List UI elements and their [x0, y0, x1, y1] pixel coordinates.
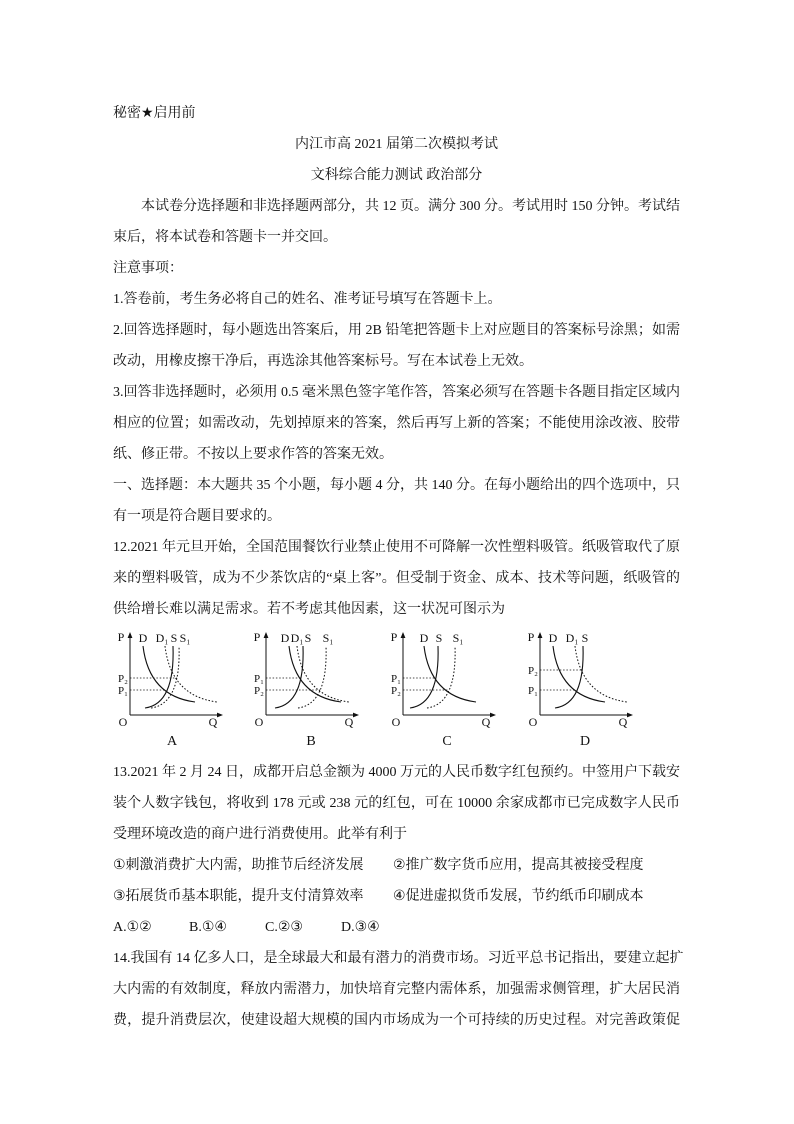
- q13-choices: [113, 912, 680, 943]
- supply-curve-s: [555, 646, 583, 708]
- q12-stem-line: 供给增长难以满足需求。若不考虑其他因素，这一状况可图示为: [113, 602, 505, 617]
- q13-choice-b: B.①④: [189, 920, 227, 935]
- curve-label-d: D: [138, 631, 148, 645]
- q14-stem-line: 费，提升消费层次，使建设超大规模的国内市场成为一个可持续的历史过程。对完善政策促: [113, 1013, 680, 1028]
- curve-label-d: D: [548, 631, 558, 645]
- q13-choice-c: C.②③: [265, 920, 303, 935]
- price-label-upper: P₁: [254, 673, 264, 685]
- q13-stem-line: 受理环境改造的商户进行消费使用。此举有利于: [113, 827, 407, 842]
- curve-label-d: D: [419, 631, 429, 645]
- q-axis-arrow: [353, 713, 359, 718]
- section-heading: [113, 470, 680, 532]
- question-13: [113, 757, 680, 943]
- caption-c: C: [442, 734, 452, 749]
- curve-label-d1: D₁: [290, 631, 304, 645]
- confidential-mark: 秘密★启用前: [113, 106, 196, 121]
- curve-label-d: D: [280, 631, 290, 645]
- caption-b: B: [306, 734, 316, 749]
- origin-label: O: [528, 715, 538, 729]
- q14-stem-line: 大内需的有效制度，释放内需潜力，加快培育完整内需体系，加强需求侧管理，扩大居民消: [113, 982, 680, 997]
- intro-paragraph: [113, 191, 680, 253]
- note-item-2: 2.回答选择题时，每小题选出答案后，用 2B 铅笔把答题卡上对应题目的答案标号涂黑；如需: [113, 323, 680, 338]
- demand-curve-d: [553, 646, 605, 702]
- q-axis-label: Q: [481, 715, 491, 729]
- demand-curve-d: [424, 646, 476, 702]
- notes-heading: 注意事项：: [113, 261, 183, 276]
- exam-subtitle: 文科综合能力测试 政治部分: [310, 168, 483, 183]
- price-label-upper: P₂: [118, 673, 128, 685]
- p-axis-arrow: [401, 632, 406, 638]
- p-axis-arrow: [538, 632, 543, 638]
- q13-stem-line: 装个人数字钱包，将收到 178 元或 238 元的红包，可在 10000 余家成都市已完成数字人民币: [113, 796, 680, 811]
- p-axis-label: P: [390, 630, 398, 644]
- price-label-lower: P₂: [254, 685, 264, 697]
- curve-label-s1: S₁: [452, 631, 464, 645]
- q13-choice-d: D.③④: [341, 920, 380, 935]
- price-label-upper: P₁: [391, 673, 401, 685]
- caption-a: A: [166, 734, 178, 749]
- price-label-lower: P₁: [528, 685, 538, 697]
- graph-c: [388, 630, 498, 727]
- q13-statement-2: ②推广数字货币应用，提高其被接受程度: [393, 858, 644, 873]
- supply-curve-s: [145, 646, 173, 708]
- supply-curve-s1: [151, 646, 179, 708]
- q-axis-arrow: [627, 713, 633, 718]
- note-item-3-cont: 相应的位置；如需改动，先划掉原来的答案，然后再写上新的答案；不能使用涂改液、胶带: [113, 416, 680, 431]
- note-item-3-cont: 纸、修正带。不按以上要求作答的答案无效。: [113, 447, 393, 462]
- caption-d: D: [579, 734, 591, 749]
- graph-a: [115, 630, 225, 727]
- q-axis-label: Q: [208, 715, 218, 729]
- curve-label-s: S: [304, 631, 312, 645]
- curve-label-s: S: [581, 631, 589, 645]
- question-12: [113, 532, 680, 757]
- graph-b: [251, 630, 361, 727]
- p-axis-label: P: [117, 630, 125, 644]
- note-item-2-cont: 改动，用橡皮擦干净后，再选涂其他答案标号。写在本试卷上无效。: [113, 354, 533, 369]
- q-axis-arrow: [217, 713, 223, 718]
- exam-page: [113, 98, 684, 1036]
- q12-stem-line: 来的塑料吸管，成为不少茶饮店的“桌上客”。但受制于资金、成本、技术等问题，纸吸管的: [113, 571, 680, 586]
- curve-label-d1: D₁: [565, 631, 579, 645]
- q12-figures: [113, 625, 680, 729]
- demand-curve-d: [143, 646, 195, 702]
- curve-label-d1: D₁: [155, 631, 169, 645]
- price-label-upper: P₂: [528, 665, 538, 677]
- q13-statement-row: [113, 881, 680, 912]
- curve-label-s: S: [435, 631, 443, 645]
- p-axis-label: P: [527, 630, 535, 644]
- q-axis-label: Q: [618, 715, 628, 729]
- q-axis-label: Q: [344, 715, 354, 729]
- p-axis-arrow: [264, 632, 269, 638]
- origin-label: O: [118, 715, 128, 729]
- q14-stem-line: 14.我国有 14 亿多人口，是全球最大和最有潜力的消费市场。习近平总书记指出，要建立起扩: [113, 951, 684, 966]
- origin-label: O: [391, 715, 401, 729]
- curve-label-s1: S₁: [179, 631, 191, 645]
- notes: [113, 253, 680, 470]
- q13-stem-line: 13.2021 年 2 月 24 日，成都开启总金额为 4000 万元的人民币数字红包预约。中签用户下载安: [113, 765, 680, 780]
- section-line: 一、选择题：本大题共 35 个小题，每小题 4 分，共 140 分。在每小题给出的四个选项中，只: [113, 478, 680, 493]
- q13-statement-3: ③拓展货币基本职能，提升支付清算效率: [113, 889, 364, 904]
- q12-stem-line: 12.2021 年元旦开始，全国范围餐饮行业禁止使用不可降解一次性塑料吸管。纸吸管取代了原: [113, 540, 680, 555]
- graph-d: [525, 630, 635, 727]
- note-item-3: 3.回答非选择题时，必须用 0.5 毫米黑色签字笔作答，答案必须写在答题卡各题目指定区域内: [113, 385, 680, 400]
- q-axis-arrow: [490, 713, 496, 718]
- intro-line: 本试卷分选择题和非选择题两部分，共 12 页。满分 300 分。考试用时 150 分钟。考试结: [141, 199, 680, 214]
- section-line: 有一项是符合题目要求的。: [113, 509, 281, 524]
- q13-choice-a: A.①②: [113, 920, 152, 935]
- supply-curve-s1: [427, 646, 455, 708]
- q13-statement-row: [113, 850, 680, 881]
- note-item-1: 1.答卷前，考生务必将自己的姓名、准考证号填写在答题卡上。: [113, 292, 502, 307]
- price-label-lower: P₂: [391, 685, 401, 697]
- p-axis-arrow: [128, 632, 133, 638]
- demand-curve-d1: [297, 646, 349, 702]
- q12-figure-captions: [113, 726, 680, 757]
- q13-statement-4: ④促进虚拟货币发展，节约纸币印刷成本: [393, 889, 644, 904]
- exam-title: 内江市高 2021 届第二次模拟考试: [295, 137, 498, 152]
- p-axis-label: P: [253, 630, 261, 644]
- origin-label: O: [254, 715, 264, 729]
- question-14: [113, 943, 684, 1036]
- q13-statement-1: ①刺激消费扩大内需，助推节后经济发展: [113, 858, 364, 873]
- demand-curve-d: [289, 646, 341, 702]
- supply-curve-s1: [298, 646, 326, 708]
- curve-label-s1: S₁: [322, 631, 334, 645]
- price-label-lower: P₁: [118, 685, 128, 697]
- intro-line: 束后，将本试卷和答题卡一并交回。: [113, 230, 337, 245]
- curve-label-s: S: [170, 631, 178, 645]
